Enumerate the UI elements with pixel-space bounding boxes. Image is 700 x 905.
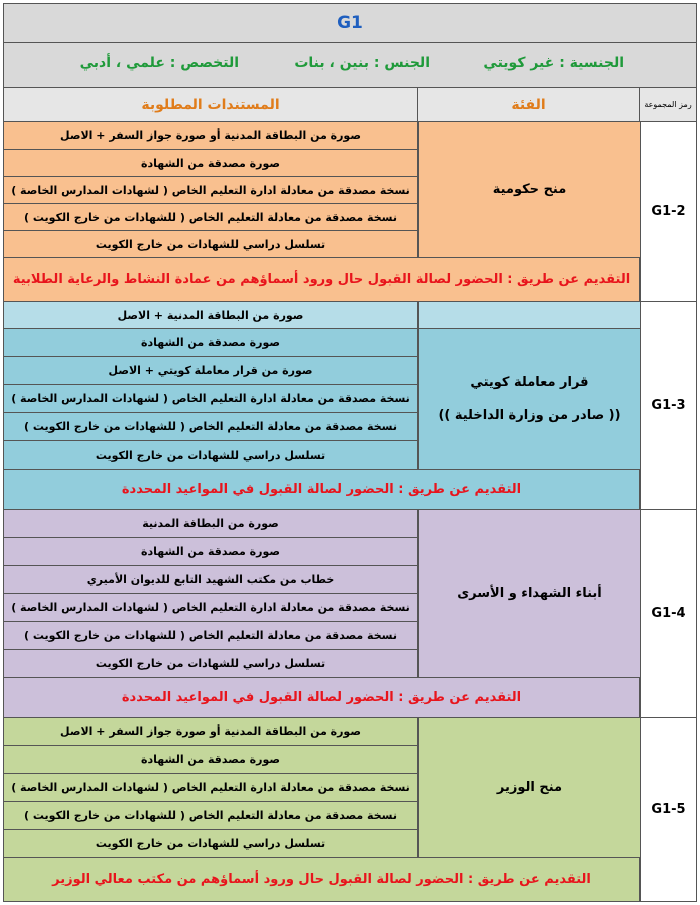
category-cell-top: [418, 302, 640, 329]
document-item: تسلسل دراسي للشهادات من خارج الكويت: [3, 441, 418, 470]
category-cell: [418, 510, 640, 678]
table-title: G1: [3, 3, 697, 43]
document-item: صورة مصدقة من الشهادة: [3, 538, 418, 566]
group-code: G1-4: [640, 510, 697, 718]
apply-method: التقديم عن طريق : الحضور لصالة القبول في المواعيد المحددة: [3, 678, 640, 718]
group-g1-3: [3, 302, 697, 510]
document-item: صورة مصدقة من الشهادة: [3, 150, 418, 177]
document-item: تسلسل دراسي للشهادات من خارج الكويت: [3, 650, 418, 678]
group-code: G1-5: [640, 718, 697, 902]
header-category: الفئة: [418, 88, 640, 122]
document-item: تسلسل دراسي للشهادات من خارج الكويت: [3, 231, 418, 258]
document-item: صورة من البطاقة المدنية: [3, 510, 418, 538]
group-g1-5: [3, 718, 697, 902]
category-note: (( صادر من وزارة الداخلية )): [438, 408, 621, 423]
header-group-code: رمز المجموعة: [640, 88, 697, 122]
document-item: صورة من البطاقة المدنية أو صورة جواز السفر + الاصل: [3, 122, 418, 150]
document-item: تسلسل دراسي للشهادات من خارج الكويت: [3, 830, 418, 858]
specialization-label: التخصص : علمي ، أدبي: [79, 55, 239, 71]
apply-method: التقديم عن طريق : الحضور لصالة القبول في المواعيد المحددة: [3, 470, 640, 510]
document-item: نسخة مصدقة من معادلة ادارة التعليم الخاص ( لشهادات المدارس الخاصة ): [3, 594, 418, 622]
category-cell: [418, 122, 640, 258]
document-item: صورة مصدقة من الشهادة: [3, 746, 418, 774]
header-documents: المستندات المطلوبة: [3, 88, 418, 122]
group-g1-4: [3, 510, 697, 718]
category-name: منح حكومية: [492, 182, 567, 197]
nationality-label: الجنسية : غير كويتي: [483, 55, 624, 71]
category-cell: [418, 718, 640, 858]
category-name: أبناء الشهداء و الأسرى: [457, 586, 602, 601]
document-item: نسخة مصدقة من معادلة التعليم الخاص ( للشهادات من خارج الكويت ): [3, 802, 418, 830]
document-item: صورة من البطاقة المدنية أو صورة جواز السفر + الاصل: [3, 718, 418, 746]
apply-method: التقديم عن طريق : الحضور لصالة القبول حال ورود أسماؤهم من مكتب معالي الوزير: [3, 858, 640, 902]
document-item: صورة من قرار معاملة كويتي + الاصل: [3, 357, 418, 385]
document-item: نسخة مصدقة من معادلة التعليم الخاص ( للشهادات من خارج الكويت ): [3, 622, 418, 650]
category-name: قرار معاملة كويتي: [470, 375, 589, 390]
gender-label: الجنس : بنين ، بنات: [294, 55, 430, 71]
category-cell: [418, 329, 640, 470]
group-code: G1-2: [640, 122, 697, 302]
group-g1-2: [3, 122, 697, 302]
document-item: نسخة مصدقة من معادلة التعليم الخاص ( للشهادات من خارج الكويت ): [3, 413, 418, 441]
criteria-row: [3, 43, 697, 88]
document-item: نسخة مصدقة من معادلة ادارة التعليم الخاص ( لشهادات المدارس الخاصة ): [3, 385, 418, 413]
document-item: نسخة مصدقة من معادلة ادارة التعليم الخاص ( لشهادات المدارس الخاصة ): [3, 177, 418, 204]
group-code: G1-3: [640, 302, 697, 510]
document-item: نسخة مصدقة من معادلة ادارة التعليم الخاص ( لشهادات المدارس الخاصة ): [3, 774, 418, 802]
document-item: خطاب من مكتب الشهيد التابع للديوان الأميري: [3, 566, 418, 594]
document-item: صورة من البطاقة المدنية + الاصل: [3, 302, 418, 329]
apply-method: التقديم عن طريق : الحضور لصالة القبول حال ورود أسماؤهم من عمادة النشاط والرعاية الطلابية: [3, 258, 640, 302]
document-item: صورة مصدقة من الشهادة: [3, 329, 418, 357]
category-name: منح الوزير: [496, 780, 563, 795]
document-item: نسخة مصدقة من معادلة التعليم الخاص ( للشهادات من خارج الكويت ): [3, 204, 418, 231]
